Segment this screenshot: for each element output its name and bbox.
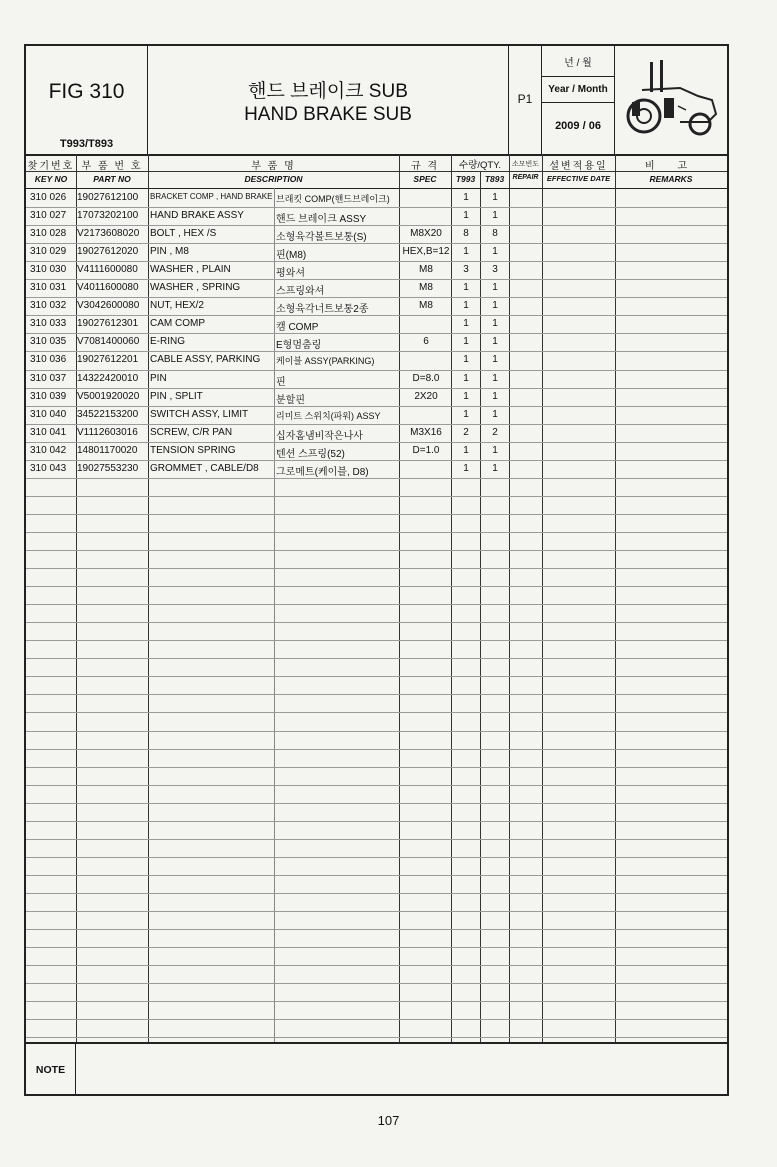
col-qty-t993: T993 [455,174,476,184]
key-no: 310 032 [30,300,67,312]
page-cell [509,46,542,154]
part-no: 19027553230 [77,462,139,474]
description-en: SCREW, C/R PAN [150,426,233,438]
col-spec-ko: 규 격 [410,161,440,172]
description-en: CAM COMP [150,318,205,330]
qty-t993: 8 [463,228,469,240]
qty-t993: 1 [463,390,469,402]
description-en: CABLE ASSY, PARKING [150,354,261,366]
description-ko: 소형육각너트보통2종 [276,304,369,316]
header-subline [26,171,727,172]
part-no: V4111600080 [77,264,138,276]
parts-sheet [24,44,729,1096]
key-no: 310 039 [30,390,67,402]
spec: D=8.0 [412,372,440,384]
description-ko: 핀 [276,376,286,388]
qty-t893: 8 [492,228,498,240]
key-no: 310 037 [30,372,67,384]
key-no: 310 029 [30,246,67,258]
ruled-line [26,839,727,840]
col-part-no-ko: 부 품 번 호 [81,161,143,172]
ruled-line [26,568,727,569]
table-row [26,225,727,243]
table-row [26,189,727,207]
ruled-line [26,604,727,605]
qty-t893: 1 [492,282,498,294]
table-row [26,315,727,333]
spec: M8X20 [410,228,442,240]
col-key-no-en: KEY NO [34,174,68,184]
year-month-cell [542,46,615,154]
year-month-ko: 년 / 월 [564,58,592,69]
table-row [26,442,727,460]
ruled-line [26,731,727,732]
ruled-line [26,947,727,948]
part-no: 19027612100 [77,192,139,203]
key-no: 310 033 [30,318,67,330]
col-part-no-en: PART NO [93,174,131,184]
col-qty: 수량/QTY. [459,160,501,171]
description-en: PIN , M8 [150,246,189,258]
ruled-line [26,496,727,497]
part-no: 19027612201 [77,354,139,366]
ruled-line [26,658,727,659]
part-no: 19027612020 [77,246,139,258]
title-cell [148,46,509,154]
description-ko: 십자홈냄비작은나사 [276,430,363,442]
spec: M3X16 [410,426,442,438]
qty-t993: 1 [463,408,469,420]
qty-t893: 1 [492,300,498,312]
description-en: SWITCH ASSY, LIMIT [150,408,249,420]
ruled-line [26,1001,727,1002]
part-no: V4011600080 [77,282,139,294]
key-no: 310 042 [30,444,67,456]
ruled-line [26,532,727,533]
qty-t893: 1 [492,390,498,402]
description-ko: 분할핀 [276,394,305,406]
key-no: 310 036 [30,354,67,366]
qty-t893: 1 [492,210,498,222]
fig-cell [26,46,148,154]
qty-t893: 1 [492,336,498,348]
page-number: 107 [377,1113,400,1128]
ruled-line [26,893,727,894]
col-description-ko: 부 품 명 [251,161,296,172]
qty-t993: 1 [463,300,469,312]
ruled-line [26,694,727,695]
qty-t993: 1 [463,354,469,366]
qty-t893: 1 [492,318,498,330]
part-no: V7081400060 [77,336,140,348]
qty-t893: 1 [492,372,498,384]
col-remarks-ko: 비 고 [644,161,698,172]
table-row [26,333,727,351]
col-remarks-en: REMARKS [649,174,693,184]
table-row [26,460,727,478]
col-key-no-ko: 찾기번호 [27,161,75,172]
spec: 2X20 [414,390,438,402]
image-cell [615,46,727,154]
part-no: 34522153200 [77,408,139,420]
table-row [26,388,727,406]
ruled-line [26,749,727,750]
page-code: P1 [517,92,533,106]
table-row [26,406,727,424]
description-ko: 캠 COMP [276,322,319,334]
spec: M8 [419,264,433,276]
spec: M8 [419,282,433,294]
qty-t993: 2 [463,426,469,438]
table-row [26,261,727,279]
ruled-line [26,803,727,804]
ruled-line [26,911,727,912]
qty-t893: 1 [492,462,498,474]
part-no: V2173608020 [77,228,140,240]
description-en: BRACKET COMP , HAND BRAKE [150,192,273,201]
col-repair-en: REPAIR [512,174,539,181]
ruled-line [26,821,727,822]
description-ko: 스프링와셔 [276,286,325,298]
key-no: 310 027 [30,210,67,222]
spec: HEX,B=12 [402,246,450,258]
qty-t993: 1 [463,210,469,222]
table-row [26,243,727,261]
ruled-line [26,586,727,587]
qty-t993: 1 [463,336,469,348]
description-en: GROMMET , CABLE/D8 [150,462,259,474]
part-no: 19027612301 [77,318,139,330]
key-no: 310 026 [30,192,67,203]
spec: 6 [423,336,429,348]
col-effective-ko: 설변적용일 [549,161,608,172]
key-no: 310 030 [30,264,67,276]
year-month-value: 2009 / 06 [555,120,601,132]
year-month-en: Year / Month [548,84,608,95]
part-no: 14322420010 [77,372,139,384]
description-ko: 브래킷 COMP(핸드브레이크) [276,194,390,204]
description-ko: 케이블 ASSY(PARKING) [276,356,375,367]
description-en: HAND BRAKE ASSY [150,210,244,222]
part-no: 17073202100 [77,210,139,222]
key-no: 310 031 [30,282,67,294]
col-repair-ko: 소모빈도 [511,161,540,168]
ruled-line [26,929,727,930]
ruled-line [26,1037,727,1038]
description-en: PIN [150,372,167,384]
note-label: NOTE [26,1044,76,1096]
ruled-line [26,857,727,858]
table-row [26,297,727,315]
qty-t893: 2 [492,426,498,438]
qty-t993: 1 [463,444,469,456]
key-no: 310 035 [30,336,67,348]
description-en: TENSION SPRING [150,444,236,456]
description-ko: 텐션 스프링(52) [276,448,345,460]
qty-t993: 1 [463,282,469,294]
description-ko: E형멈춤링 [276,340,322,352]
ruled-line [26,875,727,876]
tractor-icon [620,56,720,144]
ruled-line [26,478,727,479]
ruled-line [26,676,727,677]
col-effective-en: EFFECTIVE DATE [546,174,611,183]
part-no: 14801170020 [77,444,138,456]
qty-t993: 1 [463,246,469,258]
qty-t993: 1 [463,372,469,384]
ruled-line [26,965,727,966]
title-korean: 핸드 브레이크 SUB [248,81,408,102]
qty-t893: 1 [492,192,498,203]
key-no: 310 028 [30,228,67,240]
description-ko: 소형육각볼트보통(S) [276,232,367,244]
qty-t993: 1 [463,318,469,330]
qty-t893: 1 [492,444,498,456]
qty-t893: 1 [492,408,498,420]
spec: D=1.0 [412,444,440,456]
part-no: V1112603016 [77,426,138,438]
col-description-en: DESCRIPTION [244,174,303,184]
description-ko: 평와셔 [276,268,305,280]
key-no: 310 041 [30,426,67,438]
ruled-line [26,712,727,713]
description-ko: 리미트 스위치(파워) ASSY [276,410,381,421]
col-spec-en: SPEC [413,174,437,184]
ruled-line [26,983,727,984]
table-row [26,370,727,388]
ruled-line [26,550,727,551]
table-row [26,351,727,369]
table-row [26,424,727,442]
key-no: 310 040 [30,408,67,420]
qty-t993: 1 [463,192,469,203]
description-ko: 핀(M8) [276,250,307,262]
sheet-header [26,46,727,156]
divider [542,76,614,77]
ruled-line [26,640,727,641]
description-en: WASHER , PLAIN [150,264,231,276]
qty-t993: 1 [463,462,469,474]
qty-t993: 3 [463,264,469,276]
description-en: PIN , SPLIT [150,390,203,402]
table-row [26,279,727,297]
description-ko: 그로메트(케이블, D8) [276,466,369,478]
description-en: WASHER , SPRING [150,282,241,294]
description-ko: 핸드 브레이크 ASSY [276,214,367,226]
fig-number: FIG 310 [48,80,125,103]
qty-t893: 1 [492,246,498,258]
description-en: NUT, HEX/2 [150,300,204,312]
description-en: E-RING [150,336,185,348]
divider [542,102,614,103]
part-no: V5001920020 [77,390,140,402]
key-no: 310 043 [30,462,67,474]
part-no: V3042600080 [77,300,140,312]
col-qty-t893: T893 [484,174,505,184]
ruled-line [26,767,727,768]
description-en: BOLT , HEX /S [150,228,217,240]
spec: M8 [419,300,433,312]
ruled-line [26,514,727,515]
qty-t893: 3 [492,264,498,276]
ruled-line [26,785,727,786]
note-section [26,1042,727,1096]
title-english: HAND BRAKE SUB [244,104,412,125]
ruled-line [26,1019,727,1020]
model-list: T993/T893 [59,138,114,150]
qty-t893: 1 [492,354,498,366]
table-row [26,207,727,225]
ruled-line [26,622,727,623]
